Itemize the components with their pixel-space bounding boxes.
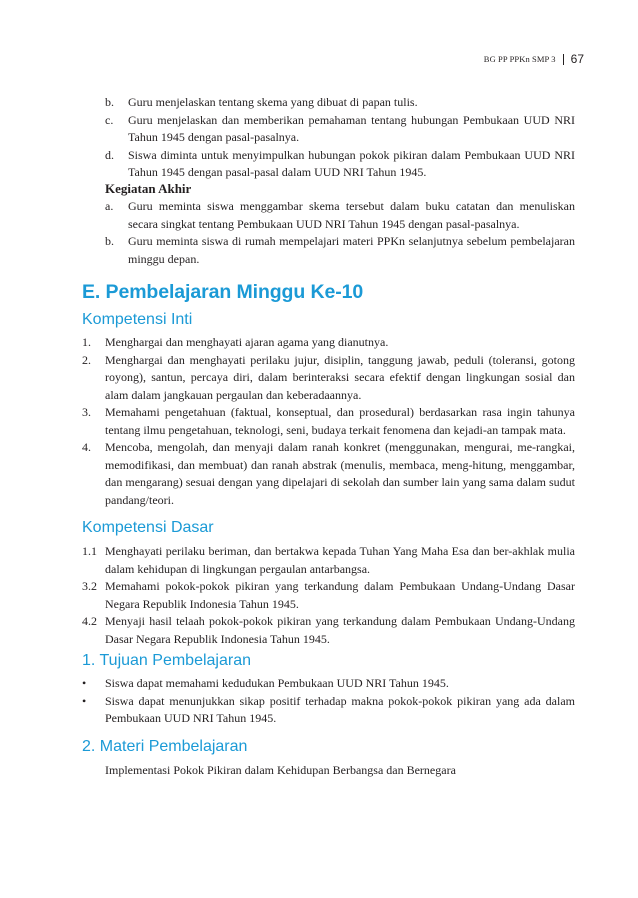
- list-item: [82, 675, 575, 693]
- kompetensi-inti-list: [82, 334, 575, 509]
- list-marker: b.: [105, 95, 114, 109]
- list-text: Menghargai dan menghayati perilaku jujur, disiplin, tanggung jawab, peduli (toleransi, gotong royong), santun, percaya diri, dalam berinteraksi secara efektif dengan lingkungan sosial dan alam dalam jangkauan pergaulan dan keberadaannya.: [105, 352, 575, 402]
- list-item: [105, 233, 575, 268]
- list-marker: 2.: [82, 352, 91, 367]
- list-marker: 4.2: [82, 614, 97, 628]
- page-number: 67: [570, 52, 584, 66]
- page-header: [484, 52, 584, 66]
- bullet-marker: •: [82, 676, 87, 690]
- list-item: [82, 613, 575, 648]
- list-text: Memahami pokok-pokok pikiran yang terkandung dalam Pembukaan Undang-Undang Dasar Negara Republik Indonesia Tahun 1945.: [105, 579, 575, 611]
- list-item: [82, 404, 575, 439]
- list-marker: b.: [105, 234, 114, 248]
- list-text: Guru meminta siswa di rumah mempelajari materi PPKn selanjutnya sebelum pembelajaran minggu depan.: [128, 234, 575, 266]
- list-text: Menyaji hasil telaah pokok-pokok pikiran yang terkandung dalam Pembukaan Undang-Undang Dasar Negara Republik Indonesia Tahun 1945.: [105, 614, 575, 646]
- kompetensi-dasar-list: [82, 543, 575, 648]
- materi-heading: 2. Materi Pembelajaran: [82, 738, 248, 755]
- running-title: BG PP PPKn SMP 3: [484, 54, 564, 65]
- list-item: [82, 578, 575, 613]
- list-item: [105, 94, 575, 112]
- bullet-marker: •: [82, 693, 87, 708]
- materi-text: Implementasi Pokok Pikiran dalam Kehidupan Berbangsa dan Bernegara: [105, 763, 456, 777]
- list-marker: c.: [105, 112, 114, 127]
- list-item: [105, 198, 575, 233]
- section-title: E. Pembelajaran Minggu Ke-10: [82, 281, 364, 303]
- list-text: Menghargai dan menghayati ajaran agama yang dianutnya.: [105, 335, 389, 349]
- list-text: Siswa dapat memahami kedudukan Pembukaan UUD NRI Tahun 1945.: [105, 676, 449, 690]
- tujuan-list: [82, 675, 575, 728]
- list-text: Guru menjelaskan dan memberikan pemahaman tentang hubungan Pembukaan UUD NRI Tahun 1945 dengan pasal-pasalnya.: [128, 112, 575, 144]
- list-item: [105, 112, 575, 147]
- list-item: [82, 693, 575, 728]
- activity-list: [105, 94, 575, 182]
- list-marker: 3.2: [82, 579, 97, 593]
- list-text: Siswa diminta untuk menyimpulkan hubungan pokok pikiran dalam Pembukaan UUD NRI Tahun 1945 dengan pasal-pasal dalam UUD NRI Tahun 1945.: [128, 147, 575, 179]
- list-marker: 1.: [82, 335, 91, 349]
- kegiatan-akhir-heading: Kegiatan Akhir: [105, 181, 192, 196]
- list-item: [105, 147, 575, 182]
- list-item: [82, 334, 575, 352]
- list-item: [82, 543, 575, 578]
- list-marker: d.: [105, 147, 114, 162]
- kompetensi-inti-heading: Kompetensi Inti: [82, 311, 193, 328]
- list-text: Guru meminta siswa menggambar skema tersebut dalam buku catatan dan menuliskan secara singkat tentang Pembukaan UUD NRI Tahun 1945 dengan pasal-pasalnya.: [128, 199, 575, 231]
- list-marker: 3.: [82, 405, 91, 419]
- list-text: Memahami pengetahuan (faktual, konseptual, dan prosedural) berdasarkan rasa ingin tahunya tentang ilmu pengetahuan, teknologi, seni, budaya terkait fenomena dan kejadi-an tampak mata.: [105, 405, 575, 437]
- list-marker: 1.1: [82, 544, 97, 558]
- kegiatan-akhir-list: [105, 198, 575, 268]
- list-text: Mencoba, mengolah, dan menyaji dalam ranah konkret (menggunakan, mengurai, me-rangkai, memodifikasi, dan membuat) dan ranah abstrak (menulis, membaca, meng-hitung, menggambar, dan mengarang) sesuai dengan yang dipelajari di sekolah dan sumber lain yang sama dalam sudut pandang/teori.: [105, 440, 575, 507]
- kompetensi-dasar-heading: Kompetensi Dasar: [82, 519, 214, 536]
- list-item: [82, 352, 575, 405]
- list-text: Menghayati perilaku beriman, dan bertakwa kepada Tuhan Yang Maha Esa dan ber-akhlak mulia dalam kehidupan di lingkungan pergaulan antarbangsa.: [105, 544, 575, 576]
- list-text: Siswa dapat menunjukkan sikap positif terhadap makna pokok-pokok pikiran yang ada dalam Pembukaan UUD NRI Tahun 1945.: [105, 693, 575, 725]
- list-item: [82, 439, 575, 509]
- list-marker: a.: [105, 199, 114, 213]
- list-text: Guru menjelaskan tentang skema yang dibuat di papan tulis.: [128, 95, 418, 109]
- tujuan-heading: 1. Tujuan Pembelajaran: [82, 652, 251, 669]
- list-marker: 4.: [82, 440, 91, 454]
